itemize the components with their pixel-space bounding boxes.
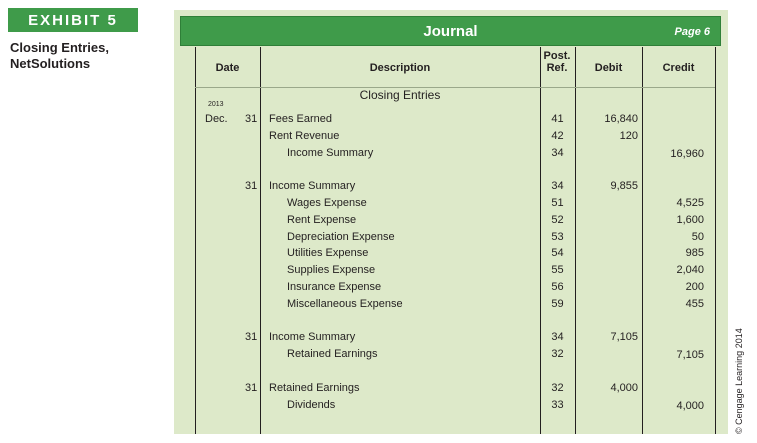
journal-panel: [174, 10, 728, 434]
account-name: Miscellaneous Expense: [287, 298, 403, 310]
column-rule: [195, 47, 196, 434]
post-ref: 51: [551, 197, 564, 209]
description-column-header: Description: [369, 62, 431, 74]
entry-day: 31: [245, 331, 258, 343]
exhibit-label: EXHIBIT 5: [8, 8, 138, 32]
section-heading: Closing Entries: [359, 88, 441, 102]
credit-amount: 1,600: [676, 214, 704, 226]
credit-amount: 200: [685, 281, 704, 293]
debit-amount: 9,855: [610, 180, 638, 192]
account-name: Insurance Expense: [287, 281, 382, 293]
exhibit-caption: Closing Entries, NetSolutions: [10, 40, 109, 71]
post-ref: 52: [551, 214, 564, 226]
debit-amount: 120: [619, 130, 638, 142]
post-ref: 53: [551, 231, 564, 243]
month: Dec.: [205, 113, 228, 125]
column-rule: [715, 47, 716, 434]
account-name: Rent Revenue: [269, 130, 340, 142]
credit-amount: 16,960: [670, 148, 704, 160]
credit-amount: 2,040: [676, 264, 704, 276]
post-ref: 56: [551, 281, 564, 293]
post-ref: 34: [551, 147, 564, 159]
journal-page-number: Page 6: [674, 26, 710, 38]
header-divider: [195, 87, 715, 88]
credit-amount: 7,105: [676, 349, 704, 361]
journal-header: [180, 16, 721, 46]
post-ref: 34: [551, 331, 564, 343]
date-column-header: Date: [215, 62, 240, 74]
post-ref: 41: [551, 113, 564, 125]
account-name: Retained Earnings: [287, 348, 378, 360]
entry-day: 31: [245, 180, 258, 192]
account-name: Wages Expense: [287, 197, 367, 209]
debit-amount: 7,105: [610, 331, 638, 343]
entry-day: 31: [245, 113, 258, 125]
copyright-notice: © Cengage Learning 2014: [734, 328, 744, 434]
post-ref: 55: [551, 264, 564, 276]
credit-amount: 4,525: [676, 197, 704, 209]
post-ref: 33: [551, 399, 564, 411]
account-name: Fees Earned: [269, 113, 332, 125]
account-name: Utilities Expense: [287, 247, 369, 259]
post-ref: 59: [551, 298, 564, 310]
account-name: Income Summary: [269, 180, 356, 192]
debit-amount: 16,840: [604, 113, 638, 125]
credit-column-header: Credit: [662, 62, 695, 74]
credit-amount: 985: [685, 247, 704, 259]
account-name: Depreciation Expense: [287, 231, 395, 243]
account-name: Retained Earnings: [269, 382, 360, 394]
account-name: Income Summary: [287, 147, 374, 159]
account-name: Rent Expense: [287, 214, 357, 226]
credit-amount: 455: [685, 298, 704, 310]
account-name: Income Summary: [269, 331, 356, 343]
credit-amount: 50: [691, 231, 704, 243]
year: 2013: [208, 101, 224, 108]
entry-day: 31: [245, 382, 258, 394]
column-rule: [260, 47, 261, 434]
debit-amount: 4,000: [610, 382, 638, 394]
post-ref: 42: [551, 130, 564, 142]
post-ref-column-header: Post. Ref.: [543, 50, 571, 74]
column-rule: [575, 47, 576, 434]
account-name: Supplies Expense: [287, 264, 376, 276]
post-ref: 32: [551, 348, 564, 360]
journal-title: Journal: [423, 23, 478, 40]
post-ref: 54: [551, 247, 564, 259]
post-ref: 34: [551, 180, 564, 192]
debit-column-header: Debit: [594, 62, 623, 74]
credit-amount: 4,000: [676, 400, 704, 412]
column-rule: [642, 47, 643, 434]
account-name: Dividends: [287, 399, 336, 411]
post-ref: 32: [551, 382, 564, 394]
